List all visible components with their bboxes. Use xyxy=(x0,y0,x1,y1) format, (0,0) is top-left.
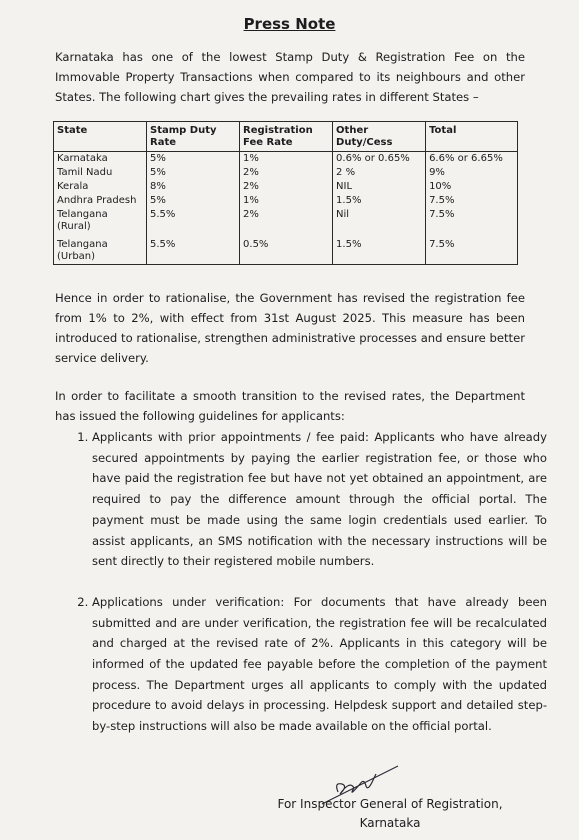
table-cell: 0.5% xyxy=(240,234,333,265)
table-row xyxy=(54,208,518,234)
table-cell: 5.5% xyxy=(147,234,240,265)
table-cell: Tamil Nadu xyxy=(54,166,147,180)
list-item: 2. Applications under verification: For documents that have already been submitted and are under verification, the registration fee will be recalculated and charged at the revised rate of 2%. Applicants in this category will be informed of the updated fee payable before the completion of the payment process. The Department urges all applicants to comply with the updated procedure to avoid delays in processing. Helpdesk support and detailed step-by-step instructions will also be made available on the official portal. xyxy=(92,592,547,737)
table-cell: 1% xyxy=(240,194,333,208)
guidelines-list xyxy=(70,427,547,737)
revision-paragraph: Hence in order to rationalise, the Government has revised the registration fee from 1% to 2%, with effect from 31st August 2025. This measure has been introduced to rationalise, strengthen administrative processes and ensure better service delivery. xyxy=(55,291,525,365)
table-cell: NIL xyxy=(333,180,426,194)
table-cell: 7.5% xyxy=(426,194,518,208)
table-row xyxy=(54,152,518,167)
table-cell: 7.5% xyxy=(426,234,518,265)
page-title: Press Note xyxy=(243,15,336,33)
table-cell: Telangana (Urban) xyxy=(54,234,147,265)
table-cell: 5% xyxy=(147,166,240,180)
header-total: Total xyxy=(426,122,518,152)
rates-table xyxy=(53,121,518,265)
header-registration-fee: Registration Fee Rate xyxy=(240,122,333,152)
table-cell: 5.5% xyxy=(147,208,240,234)
table-cell: Telangana (Rural) xyxy=(54,208,147,234)
table-cell: Nil xyxy=(333,208,426,234)
table-row xyxy=(54,234,518,265)
table-cell: 2% xyxy=(240,208,333,234)
header-state: State xyxy=(54,122,147,152)
header-other-duty: Other Duty/Cess xyxy=(333,122,426,152)
table-cell: 5% xyxy=(147,194,240,208)
signature-line-2: Karnataka xyxy=(359,816,421,830)
table-cell: 10% xyxy=(426,180,518,194)
table-header-row xyxy=(54,122,518,152)
table-cell: 7.5% xyxy=(426,208,518,234)
header-stamp-duty: Stamp Duty Rate xyxy=(147,122,240,152)
table-row xyxy=(54,180,518,194)
table-body xyxy=(54,152,518,265)
table-cell: 2 % xyxy=(333,166,426,180)
intro-paragraph: Karnataka has one of the lowest Stamp Duty & Registration Fee on the Immovable Property Transactions when compared to its neighbours and other States. The following chart gives the prevailing rates in different States – xyxy=(55,50,525,104)
table-cell: 2% xyxy=(240,166,333,180)
list-item: 1. Applicants with prior appointments / fee paid: Applicants who have already secured appointments by paying the earlier registration fee, or those who have paid the registration fee but have not yet obtained an appointment, are required to pay the difference amount through the official portal. The payment must be made using the same login credentials used earlier. To assist applicants, an SMS notification with the necessary instructions will be sent directly to their registered mobile numbers. xyxy=(92,427,547,572)
guidelines-intro-paragraph: In order to facilitate a smooth transition to the revised rates, the Department has issued the following guidelines for applicants: xyxy=(55,389,525,423)
table-cell: 0.6% or 0.65% xyxy=(333,152,426,167)
table-cell: 1.5% xyxy=(333,234,426,265)
table-cell: 6.6% or 6.65% xyxy=(426,152,518,167)
table-cell: Karnataka xyxy=(54,152,147,167)
signature-line-1: For Inspector General of Registration, xyxy=(277,797,503,811)
table-cell: 2% xyxy=(240,180,333,194)
table-cell: 5% xyxy=(147,152,240,167)
table-cell: 8% xyxy=(147,180,240,194)
table-cell: 1% xyxy=(240,152,333,167)
table-cell: 1.5% xyxy=(333,194,426,208)
table-row xyxy=(54,194,518,208)
table-cell: 9% xyxy=(426,166,518,180)
table-row xyxy=(54,166,518,180)
table-cell: Andhra Pradesh xyxy=(54,194,147,208)
table-cell: Kerala xyxy=(54,180,147,194)
